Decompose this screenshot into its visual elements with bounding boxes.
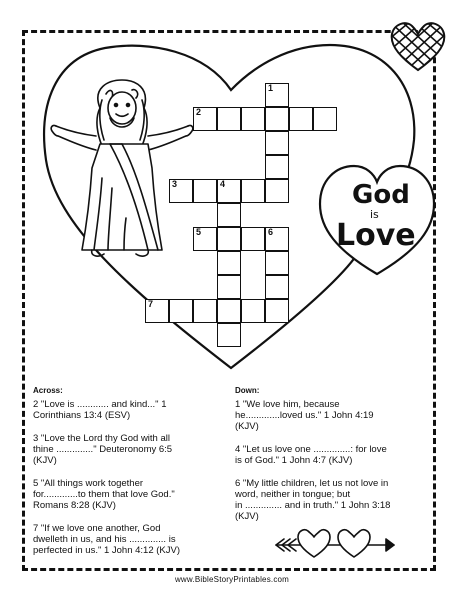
grid-cell[interactable]	[265, 275, 289, 299]
jesus-figure	[50, 78, 195, 263]
grid-cell[interactable]	[265, 299, 289, 323]
heart-arrow-icon	[270, 525, 400, 561]
heart-title-is: is	[370, 208, 379, 221]
grid-cell[interactable]	[265, 155, 289, 179]
grid-cell[interactable]	[193, 179, 217, 203]
across-clue-3: 3 "Love the Lord thy God with all thine .............." Deuteronomy 6:5 (KJV)	[33, 433, 173, 466]
across-clue-2: 2 "Love is ............ and kind..." 1 Corinthians 13:4 (ESV)	[33, 399, 167, 421]
grid-cell[interactable]	[289, 107, 313, 131]
grid-cell[interactable]	[193, 299, 217, 323]
grid-cell[interactable]	[169, 299, 193, 323]
grid-cell[interactable]	[217, 227, 241, 251]
clue-number: 1	[268, 83, 274, 93]
down-heading: Down:	[235, 386, 260, 395]
across-clue-5: 5 "All things work together for.............to them that love God." Romans 8:28 (KJV)	[33, 478, 175, 511]
grid-cell[interactable]	[217, 323, 241, 347]
grid-cell[interactable]	[217, 203, 241, 227]
grid-cell[interactable]	[241, 107, 265, 131]
heart-title-love: Love	[336, 218, 416, 253]
down-clue-4: 4 "Let us love one ..............: for love is of God." 1 John 4:7 (KJV)	[235, 444, 387, 466]
across-clue-7: 7 "If we love one another, God dwelleth in us, and his .............. is perfected in us." 1 John 4:12 (KJV)	[33, 523, 181, 556]
grid-cell[interactable]	[241, 299, 265, 323]
down-clue-1: 1 "We love him, because he.............loved us." 1 John 4:19 (KJV)	[235, 399, 374, 432]
grid-cell[interactable]	[217, 251, 241, 275]
grid-cell[interactable]	[241, 179, 265, 203]
grid-cell[interactable]	[217, 299, 241, 323]
clue-number: 2	[196, 107, 202, 117]
down-clue-6: 6 "My little children, let us not love in word, neither in tongue; but in .............. and in truth." 1 John 3:18 (KJV)	[235, 478, 391, 522]
clue-number: 3	[172, 179, 178, 189]
clue-number: 4	[220, 179, 226, 189]
heart-title-god: God	[352, 180, 410, 210]
clue-number: 7	[148, 299, 154, 309]
grid-cell[interactable]	[265, 179, 289, 203]
clue-number: 5	[196, 227, 202, 237]
grid-cell[interactable]	[313, 107, 337, 131]
clue-number: 6	[268, 227, 274, 237]
grid-cell[interactable]	[265, 131, 289, 155]
grid-cell[interactable]	[265, 107, 289, 131]
grid-cell[interactable]	[265, 251, 289, 275]
grid-cell[interactable]	[241, 227, 265, 251]
checkered-heart-icon	[388, 20, 448, 76]
footer-url[interactable]: www.BibleStoryPrintables.com	[174, 575, 290, 584]
grid-cell[interactable]	[217, 107, 241, 131]
across-heading: Across:	[33, 386, 63, 395]
grid-cell[interactable]	[217, 275, 241, 299]
